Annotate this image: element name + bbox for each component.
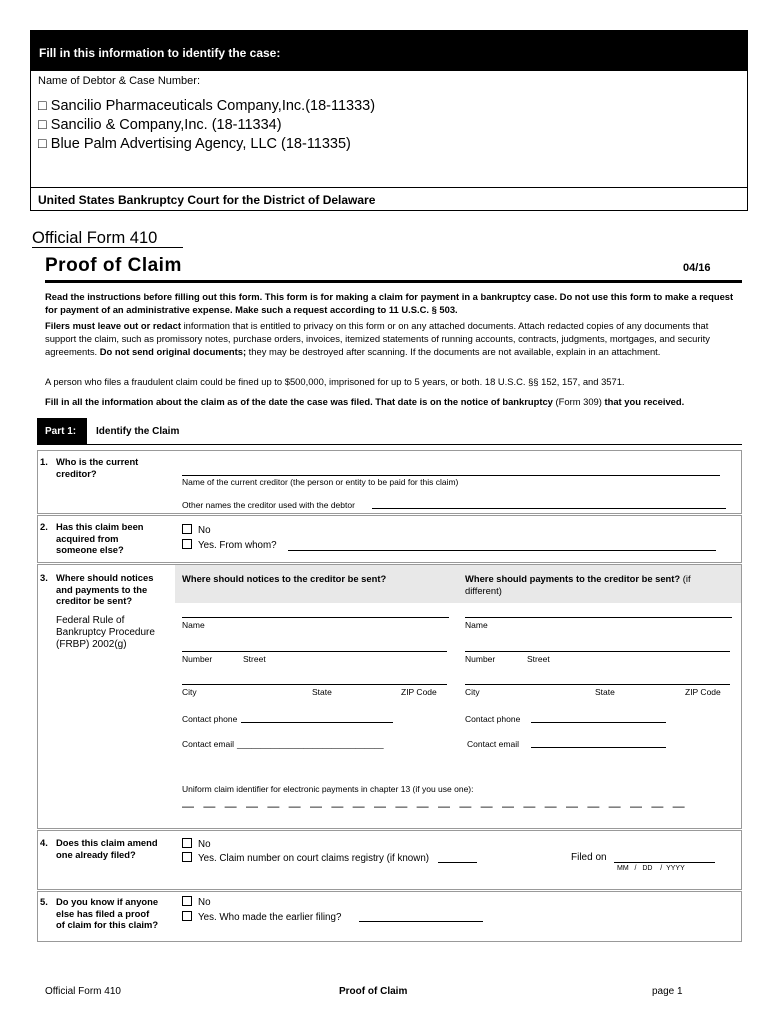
q2-no-label: No bbox=[198, 525, 211, 536]
dd-caption: DD bbox=[642, 865, 653, 872]
fill-in-bold: Fill in all the information about the claim as of the date the case was filed. That date is on the notice of bankruptcy bbox=[45, 396, 553, 407]
checkbox-icon[interactable] bbox=[182, 524, 192, 534]
debtor-option-3[interactable]: □ Blue Palm Advertising Agency, LLC (18-11335) bbox=[38, 136, 351, 152]
q2-label-line: Has this claim been bbox=[56, 521, 144, 532]
q2-yes-label: Yes. From whom? bbox=[198, 540, 277, 551]
notice-name-field[interactable] bbox=[182, 617, 449, 618]
official-form-number: Official Form 410 bbox=[32, 229, 158, 247]
slash: / bbox=[634, 865, 637, 872]
checkbox-icon[interactable] bbox=[182, 911, 192, 921]
creditor-name-field[interactable] bbox=[182, 475, 720, 476]
notice-name-caption: Name bbox=[182, 620, 205, 630]
payment-street-caption: Street bbox=[527, 654, 550, 664]
q4-label-line: Does this claim amend bbox=[56, 837, 158, 848]
q3-label bbox=[56, 572, 153, 607]
notice-phone-label: Contact phone bbox=[182, 714, 238, 724]
q1-label bbox=[56, 456, 138, 479]
payment-phone-field[interactable] bbox=[531, 722, 666, 723]
q2-label-line: someone else? bbox=[56, 544, 124, 555]
payment-state-caption: State bbox=[595, 687, 615, 697]
q1-label-line: creditor? bbox=[56, 467, 97, 479]
payment-phone-label: Contact phone bbox=[465, 714, 521, 724]
other-names-label: Other names the creditor used with the debtor bbox=[182, 500, 355, 510]
payment-number-caption: Number bbox=[465, 654, 496, 664]
checkbox-icon[interactable] bbox=[182, 896, 192, 906]
q4-no-label: No bbox=[198, 839, 211, 850]
q5-yes-option[interactable] bbox=[182, 911, 341, 923]
q4-no-option[interactable] bbox=[182, 838, 211, 850]
notice-number-caption: Number bbox=[182, 654, 213, 664]
notice-street-caption: Street bbox=[243, 654, 266, 664]
q2-yes-option[interactable] bbox=[182, 539, 277, 551]
instructions-paragraph-3: A person who files a fraudulent claim could be fined up to $500,000, imprisoned for up to 5 years, or both. 18 U.S.C. §§ 152, 157, and 3571. bbox=[45, 376, 625, 387]
redact-bold: Filers must leave out or redact bbox=[45, 320, 181, 331]
debtor-label: Name of Debtor & Case Number: bbox=[38, 75, 201, 87]
q4-yes-label: Yes. Claim number on court claims registry (if known) bbox=[198, 853, 430, 864]
payment-name-caption: Name bbox=[465, 620, 488, 630]
payment-name-field[interactable] bbox=[465, 617, 732, 618]
instructions-paragraph-2 bbox=[45, 319, 735, 358]
footer-form-number: Official Form 410 bbox=[45, 986, 121, 997]
filed-on-label: Filed on bbox=[571, 852, 607, 863]
part-badge: Part 1: bbox=[37, 418, 87, 444]
payment-email-field[interactable] bbox=[531, 747, 666, 748]
payments-heading bbox=[465, 573, 725, 596]
originals-bold: Do not send original documents; bbox=[99, 346, 247, 357]
yyyy-caption: YYYY bbox=[666, 865, 685, 872]
fill-in-bold-end: that you received. bbox=[604, 396, 685, 407]
mm-caption: MM bbox=[617, 865, 629, 872]
q5-yes-label: Yes. Who made the earlier filing? bbox=[198, 912, 342, 923]
debtor-option-1[interactable]: □ Sancilio Pharmaceuticals Company,Inc.(18-11333) bbox=[38, 98, 376, 114]
notice-zip-caption: ZIP Code bbox=[401, 687, 437, 697]
uci-label: Uniform claim identifier for electronic payments in chapter 13 (if you use one): bbox=[182, 784, 474, 794]
q5-label bbox=[56, 896, 158, 931]
earlier-filing-field[interactable] bbox=[359, 921, 483, 922]
notice-phone-field[interactable] bbox=[241, 722, 393, 723]
footer-title: Proof of Claim bbox=[339, 986, 408, 997]
payment-city-caption: City bbox=[465, 687, 480, 697]
notices-heading: Where should notices to the creditor be sent? bbox=[182, 573, 387, 584]
creditor-name-caption: Name of the current creditor (the person or entity to be paid for this claim) bbox=[182, 477, 459, 487]
checkbox-icon[interactable] bbox=[182, 852, 192, 862]
filed-on-date-field[interactable] bbox=[614, 862, 715, 863]
payments-heading-suffix: (if bbox=[680, 573, 691, 584]
court-name: United States Bankruptcy Court for the District of Delaware bbox=[38, 193, 376, 207]
q1-label-line: Who is the current bbox=[56, 456, 139, 467]
part-title: Identify the Claim bbox=[96, 426, 180, 437]
q4-label bbox=[56, 837, 158, 860]
uci-field[interactable]: — — — — — — — — — — — — — — — — — — — — — — — — bbox=[182, 799, 688, 813]
frbp-line: Federal Rule of bbox=[56, 615, 125, 626]
instructions-paragraph-1: Read the instructions before filling out this form. This form is for making a claim for payment in a bankruptcy case. Do not use this form to make a request for payment of an administrative expense. Make such a request according to 11 U.S.C. § 503. bbox=[45, 291, 734, 315]
form-309: (Form 309) bbox=[552, 396, 605, 407]
checkbox-icon[interactable] bbox=[182, 539, 192, 549]
q2-number: 2. bbox=[40, 521, 48, 532]
redact-text: information that is entitled to privacy on this form or on any attached documents. Attach redacted copies of any documents that support the claim, such as promissory notes, purchase orders, invoices, itemized statements of running accounts, contracts, judgments, mortgages, and security agreements. bbox=[45, 320, 710, 357]
payment-email-label: Contact email bbox=[467, 739, 519, 749]
q5-label-line: Do you know if anyone bbox=[56, 896, 159, 907]
frbp-line: (FRBP) 2002(g) bbox=[56, 639, 127, 650]
q3-label-line: and payments to the bbox=[56, 583, 148, 595]
from-whom-field[interactable] bbox=[288, 550, 716, 551]
frbp-line: Bankruptcy Procedure bbox=[56, 627, 155, 638]
q4-number: 4. bbox=[40, 837, 48, 848]
notice-email-field[interactable]: _______________________________ bbox=[237, 739, 384, 749]
divider bbox=[37, 444, 742, 445]
q5-no-option[interactable] bbox=[182, 896, 211, 908]
q5-number: 5. bbox=[40, 896, 48, 907]
checkbox-icon[interactable] bbox=[182, 838, 192, 848]
notice-city-field[interactable] bbox=[182, 684, 447, 685]
divider bbox=[30, 187, 748, 188]
title-rule bbox=[45, 280, 742, 283]
q3-label-line: Where should notices bbox=[56, 572, 154, 583]
q2-label-line: acquired from bbox=[56, 532, 119, 544]
form-title: Proof of Claim bbox=[45, 255, 182, 276]
footer-page-number: page 1 bbox=[652, 986, 683, 997]
instructions-paragraph-4 bbox=[45, 395, 735, 408]
q5-no-label: No bbox=[198, 897, 211, 908]
payment-street-field[interactable] bbox=[465, 651, 730, 652]
q2-no-option[interactable] bbox=[182, 524, 211, 536]
q5-label-line: else has filed a proof bbox=[56, 907, 150, 919]
debtor-option-2[interactable]: □ Sancilio & Company,Inc. (18-11334) bbox=[38, 117, 282, 133]
date-format bbox=[617, 865, 685, 872]
frbp-note bbox=[56, 615, 155, 651]
form-version: 04/16 bbox=[683, 262, 711, 274]
case-info-header: Fill in this information to identify the case: bbox=[30, 30, 748, 71]
payments-heading-text: Where should payments to the creditor be sent? bbox=[465, 573, 681, 584]
payment-zip-caption: ZIP Code bbox=[685, 687, 721, 697]
slash: / bbox=[660, 865, 663, 872]
q5-label-line: of claim for this claim? bbox=[56, 919, 159, 930]
q4-label-line: one already filed? bbox=[56, 848, 136, 860]
q3-label-line: creditor be sent? bbox=[56, 595, 133, 606]
other-names-field[interactable] bbox=[372, 508, 726, 509]
q3-number: 3. bbox=[40, 572, 48, 583]
q2-label bbox=[56, 521, 144, 556]
claim-number-field[interactable] bbox=[438, 862, 477, 863]
payments-heading-line2: different) bbox=[465, 584, 502, 596]
notice-city-caption: City bbox=[182, 687, 197, 697]
q4-yes-option[interactable] bbox=[182, 852, 429, 864]
originals-text: they may be destroyed after scanning. If the documents are not available, explain in an attachment. bbox=[246, 346, 661, 357]
payment-city-field[interactable] bbox=[465, 684, 730, 685]
q1-number: 1. bbox=[40, 456, 48, 467]
divider bbox=[32, 247, 183, 248]
notice-state-caption: State bbox=[312, 687, 332, 697]
notice-email-label: Contact email bbox=[182, 739, 234, 749]
notice-street-field[interactable] bbox=[182, 651, 447, 652]
